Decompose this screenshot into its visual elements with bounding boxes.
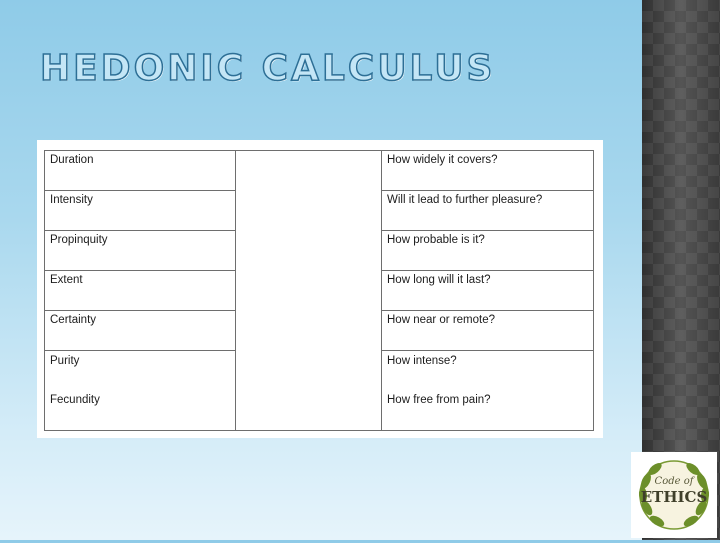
criterion-cell xyxy=(45,351,236,431)
table-row xyxy=(45,151,594,191)
criterion-label: Fecundity xyxy=(50,394,100,406)
criterion-label: Extent xyxy=(50,274,83,286)
question-cell xyxy=(382,151,594,191)
question-label: How intense? xyxy=(387,355,457,367)
question-cell xyxy=(382,351,594,431)
criterion-label: Intensity xyxy=(50,194,93,206)
logo-main-text: ETHICS xyxy=(640,488,708,506)
criterion-label: Propinquity xyxy=(50,234,108,246)
hedonic-table xyxy=(44,150,594,431)
question-cell xyxy=(382,311,594,351)
criterion-cell xyxy=(45,311,236,351)
logo-top-text: Code of xyxy=(654,476,694,487)
question-label: Will it lead to further pleasure? xyxy=(387,194,543,206)
question-cell xyxy=(382,271,594,311)
question-cell xyxy=(382,231,594,271)
code-of-ethics-logo xyxy=(631,452,717,538)
laurel-wreath-icon xyxy=(631,452,717,538)
criterion-cell xyxy=(45,271,236,311)
empty-middle-cell xyxy=(236,151,382,431)
question-label: How long will it last? xyxy=(387,274,491,286)
criterion-cell xyxy=(45,231,236,271)
criterion-cell xyxy=(45,151,236,191)
criterion-label: Purity xyxy=(50,355,80,367)
question-cell xyxy=(382,191,594,231)
criterion-label: Duration xyxy=(50,154,94,166)
table-image xyxy=(37,140,603,438)
question-label: How near or remote? xyxy=(387,314,496,326)
question-label: How widely it covers? xyxy=(387,154,498,166)
criterion-cell xyxy=(45,191,236,231)
question-label: How probable is it? xyxy=(387,234,485,246)
question-label: How free from pain? xyxy=(387,394,491,406)
criterion-label: Certainty xyxy=(50,314,97,326)
slide-title: HEDONIC CALCULUS xyxy=(40,48,496,89)
